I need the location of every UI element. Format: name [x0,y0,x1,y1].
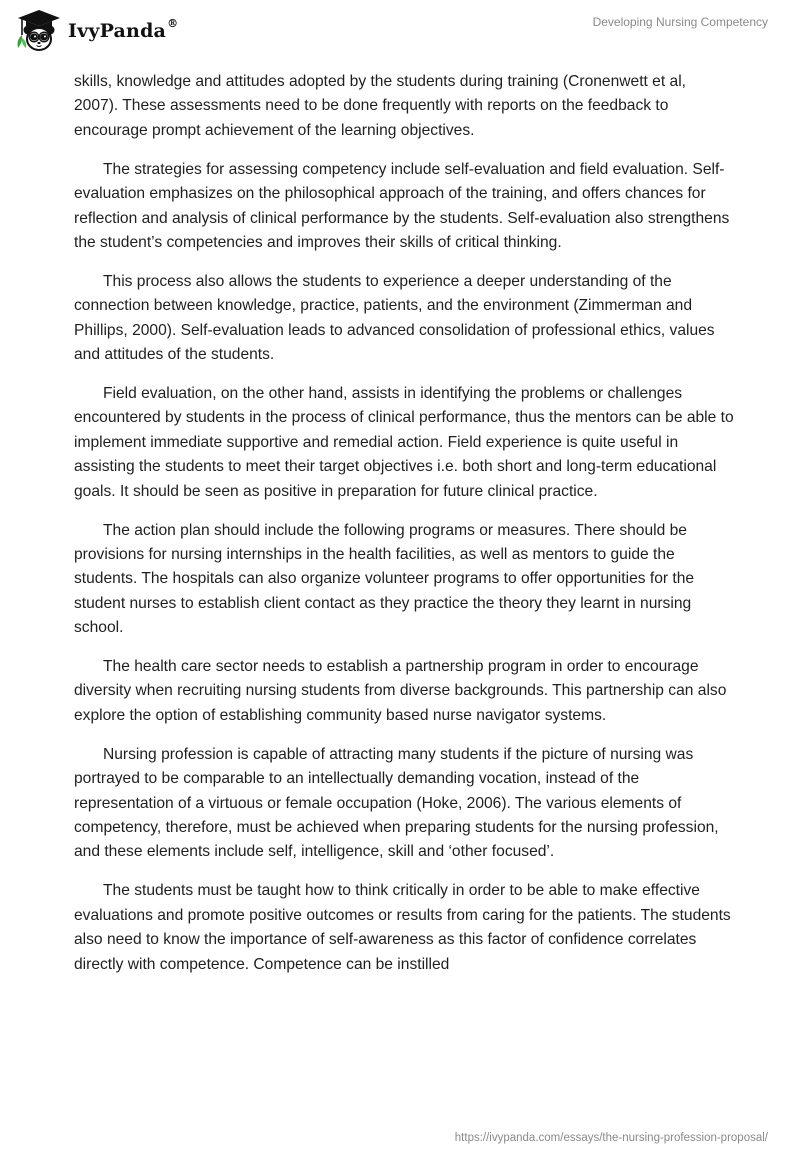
paragraph-5: The action plan should include the following programs or measures. There should be provisions for nursing internships in the health facilities, as well as mentors to guide the students. The hospitals can also organize volunteer programs to offer opportunities for the student nurses to establish client contact as they practice the theory they learnt in nursing school. [74,521,695,637]
ivypanda-logo[interactable] [14,8,178,54]
page-header [0,0,800,64]
paragraph-3: This process also allows the students to experience a deeper understanding of the connection between knowledge, practice, patients, and the environment (Zimmerman and Phillips, 2000). Self-evaluation leads to advanced consolidation of professional ethics, values and attitudes of the students. [74,272,715,364]
paragraph-7: Nursing profession is capable of attracting many students if the picture of nursing was portrayed to be comparable to an intellectually demanding vocation, instead of the representation of a virtuous or female occupation (Hoke, 2006). The various elements of competency, therefore, must be achieved when preparing students for the nursing profession, and these elements include self, intelligence, skill and ‘other focused’. [74,745,719,861]
paragraph-8: The students must be taught how to think critically in order to be able to make effective evaluations and promote positive outcomes or results from caring for the patients. The students also need to know the importance of self-awareness as this factor of confidence correlates directly with competence. Competence can be instilled [74,882,731,973]
panda-graduate-icon [14,8,64,54]
essay-body [74,70,734,991]
paragraph-1: skills, knowledge and attitudes adopted by the students during training (Cronenwett et al, 2007). These assessments need to be done frequently with reports on the feedback to encourage prompt achievement of the learning objectives. [74,73,686,139]
registered-mark: ® [167,17,179,30]
logo-wordmark: IvyPanda® [68,17,179,42]
source-url-link[interactable]: https://ivypanda.com/essays/the-nursing-profession-proposal/ [454,1132,768,1144]
paragraph-6: The health care sector needs to establish a partnership program in order to encourage diversity when recruiting nursing students from diverse backgrounds. This partnership can also explore the option of establishing community based nurse navigator systems. [74,658,727,724]
document-title: Developing Nursing Competency [592,15,768,29]
paragraph-2: The strategies for assessing competency include self-evaluation and field evaluation. Self-evaluation emphasizes on the philosophical approach of the training, and offers chances for reflection and analysis of clinical performance by the students. Self-evaluation also strengthens the student’s competencies and improves their skills of critical thinking. [74,160,730,251]
paragraph-4: Field evaluation, on the other hand, assists in identifying the problems or challenges encountered by students in the process of clinical performance, thus the mentors can be able to implement immediate supportive and remedial action. Field experience is quite useful in assisting the students to meet their target objectives i.e. both short and long-term educational goals. It should be seen as positive in preparation for future clinical practice. [74,384,734,500]
